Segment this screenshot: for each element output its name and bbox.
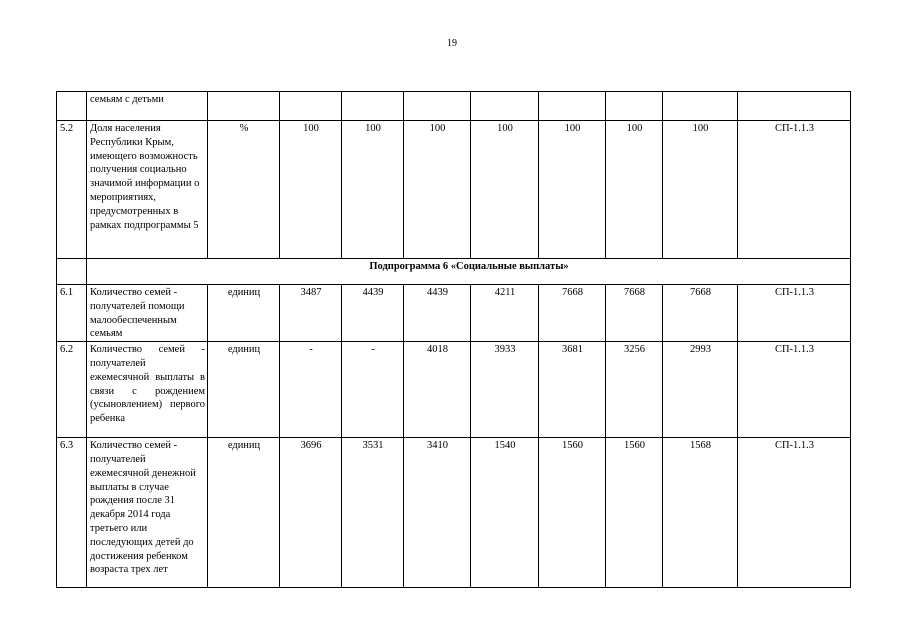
value-cell: 1568: [663, 438, 738, 588]
value-cell: [663, 92, 738, 121]
value-cell: 4439: [342, 285, 404, 342]
indicator-name-cell: Количество семей - получателей помощи малообеспеченным семьям: [87, 285, 208, 342]
table-row: [57, 438, 851, 588]
value-cell: 7668: [663, 285, 738, 342]
section-title: Подпрограмма 6 «Социальные выплаты»: [87, 259, 851, 285]
row-number-cell: 6.1: [57, 285, 87, 342]
code-cell: СП-1.1.3: [738, 121, 851, 259]
code-cell: СП-1.1.3: [738, 438, 851, 588]
value-cell: 3933: [471, 342, 539, 438]
value-cell: 7668: [606, 285, 663, 342]
table-row: [57, 92, 851, 121]
unit-cell: единиц: [208, 285, 280, 342]
table-row: [57, 285, 851, 342]
value-cell: 1540: [471, 438, 539, 588]
indicator-name-cell: Количество семей - получателей ежемесячной выплаты в связи с рождением (усыновлением) первого ребенка: [87, 342, 208, 438]
value-cell: 4018: [404, 342, 471, 438]
table-row: [57, 121, 851, 259]
value-cell: 100: [663, 121, 738, 259]
value-cell: [404, 92, 471, 121]
value-cell: 4439: [404, 285, 471, 342]
indicator-name-cell: семьям с детьми: [87, 92, 208, 121]
row-number-cell: 6.2: [57, 342, 87, 438]
value-cell: 3256: [606, 342, 663, 438]
row-number-cell: [57, 259, 87, 285]
value-cell: -: [280, 342, 342, 438]
value-cell: 100: [404, 121, 471, 259]
value-cell: 7668: [539, 285, 606, 342]
indicator-name-cell: Доля населения Республики Крым, имеющего возможность получения социально значимой информации о мероприятиях, предусмотренных в рамках подпрограммы 5: [87, 121, 208, 259]
row-number-cell: 6.3: [57, 438, 87, 588]
code-cell: СП-1.1.3: [738, 285, 851, 342]
indicator-name-cell: Количество семей - получателей ежемесячной денежной выплаты в случае рождения после 31 декабря 2014 года третьего или последующих детей до достижения ребенком возраста трех лет: [87, 438, 208, 588]
unit-cell: %: [208, 121, 280, 259]
value-cell: 3531: [342, 438, 404, 588]
value-cell: [471, 92, 539, 121]
value-cell: 100: [471, 121, 539, 259]
value-cell: -: [342, 342, 404, 438]
value-cell: [280, 92, 342, 121]
value-cell: 3487: [280, 285, 342, 342]
code-cell: СП-1.1.3: [738, 342, 851, 438]
value-cell: [606, 92, 663, 121]
value-cell: 4211: [471, 285, 539, 342]
value-cell: [208, 92, 280, 121]
value-cell: [738, 92, 851, 121]
indicators-table: [56, 91, 851, 588]
page-number: 19: [447, 38, 457, 49]
unit-cell: единиц: [208, 342, 280, 438]
value-cell: [539, 92, 606, 121]
value-cell: 3410: [404, 438, 471, 588]
value-cell: 3696: [280, 438, 342, 588]
value-cell: 100: [342, 121, 404, 259]
unit-cell: единиц: [208, 438, 280, 588]
value-cell: [342, 92, 404, 121]
value-cell: 1560: [606, 438, 663, 588]
value-cell: 100: [280, 121, 342, 259]
table-row: [57, 342, 851, 438]
value-cell: 2993: [663, 342, 738, 438]
value-cell: 3681: [539, 342, 606, 438]
row-number-cell: [57, 92, 87, 121]
value-cell: 100: [606, 121, 663, 259]
value-cell: 1560: [539, 438, 606, 588]
row-number-cell: 5.2: [57, 121, 87, 259]
section-header-row: [57, 259, 851, 285]
value-cell: 100: [539, 121, 606, 259]
